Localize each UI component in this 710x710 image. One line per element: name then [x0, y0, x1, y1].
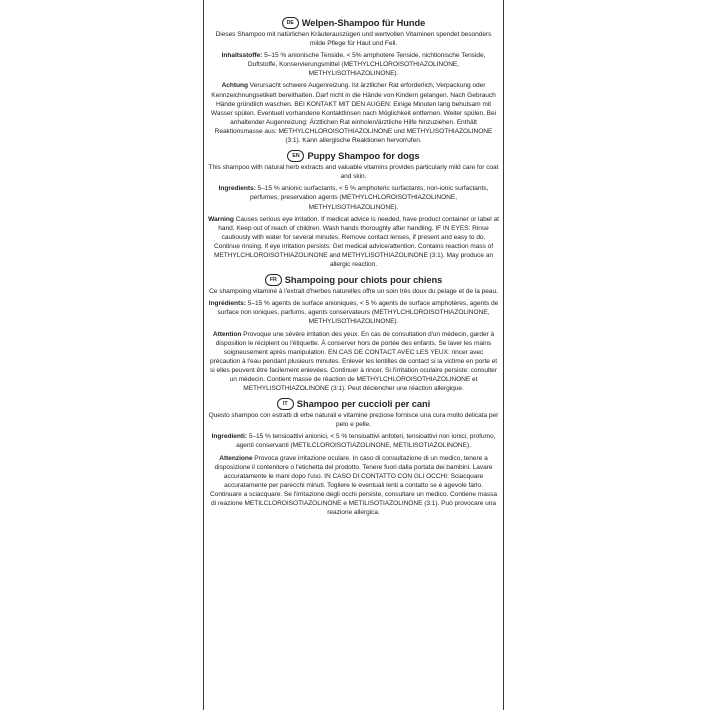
ingredients-label: Ingrédients:	[208, 300, 246, 308]
warning-value: Verursacht schwere Augenreizung. Ist ärztlicher Rat erforderlich, Verpackung oder Kennzeichnungsetikett bereithalten. Darf nicht in die Hände von Kindern gelangen. Nach Gebrauch Hände gründlich waschen. BEI KONTAKT MIT DEN AUGEN: Einige Minuten lang behutsam mit Wasser spülen. Eventuell vorhandene Kontaktlinsen nach Möglichkeit entfernen. Weiter spülen. Bei anhaltender Augenreizung: Ärztlichen Rat einholen/ärztliche Hilfe hinzuziehen. Enthält Reaktionsmasse aus: METHYLCHLOROISOTHIAZOLINONE und METHYLISOTHIAZOLINONE (3:1). Kann allergische Reaktionen hervorrufen.	[210, 82, 497, 145]
section-header	[208, 274, 499, 286]
section-header	[208, 398, 499, 410]
section-title: Welpen-Shampoo für Hunde	[301, 18, 426, 28]
warning-text	[208, 454, 499, 518]
section-header	[208, 150, 499, 162]
language-badge: DE	[282, 17, 299, 29]
intro-text: Questo shampoo con estratti di erbe naturali e vitamine preziose fornisce una cura molto delicata per pelo e pelle.	[208, 412, 499, 429]
ingredients-text	[208, 299, 499, 326]
section-title: Shampoing pour chiots pour chiens	[284, 275, 443, 286]
ingredients-label: Ingredienti:	[211, 433, 247, 441]
section-header	[208, 17, 499, 29]
ingredients-text	[208, 432, 499, 450]
ingredients-text	[208, 184, 499, 211]
language-badge: FR	[265, 274, 282, 286]
intro-text: Dieses Shampoo mit natürlichen Kräuterauszügen und wertvollen Vitaminen spendet besonders milde Pflege für Haut und Fell.	[215, 31, 492, 48]
ingredients-value: 5–15 % tensioattivi anionici, < 5 % tensioattivi anfoteri, tensioattivi non ionici, profumo, agenti conservanti (METILCLOROISOTIAZOLINONE, METILISOTIAZOLINONE).	[236, 433, 496, 450]
ingredients-label: Ingredients:	[218, 185, 256, 193]
warning-text	[208, 81, 499, 145]
warning-value: Causes serious eye irritation. If medical advice is needed, have product container or label at hand. Keep out of reach of children. Wash hands thoroughly after handling. IF IN EYES: Rinse cautiously with water for several minutes. Remove contact lenses, if present and easy to do. Continue rinsing. If eye irritation persists: Get medical advice/attention. Contains reaction mass of METHYLCHLOROISOTHIAZOLINONE and METHYLISOTHIAZOLINONE (3:1). May produce an allergic reaction.	[213, 215, 499, 269]
intro-text: This shampoo with natural herb extracts and valuable vitamins provides particularly mild care for coat and skin.	[208, 164, 499, 181]
warning-value: Provoca grave irritazione oculare. In caso di consultazione di un medico, tenere a disposizione il contenitore o l'etichetta del prodotto. Tenere fuori dalla portata dei bambini. Lavare accuratamente le mani dopo l'uso. IN CASO DI CONTATTO CON GLI OCCHI: Sciacquare accuratamente per parecchi minuti. Togliere le eventuali lenti a contatto se è agevole farlo. Continuare a sciacquare. Se l'irritazione degli occhi persiste, consultare un medico. Contiene massa di reazione METILCLOROISOTIAZOLINONE e METILISOTIAZOLINONE (3:1). Può provocare una reazione allergica.	[210, 454, 497, 517]
section-title: Puppy Shampoo for dogs	[307, 151, 420, 162]
warning-text	[208, 215, 499, 270]
ingredients-value: 5–15 % anionische Tenside, < 5% amphotere Tenside, nichtionische Tenside, Duftstoffe, Konservierungsmittel (METHYLCHLOROISOTHIAZOLINONE, METHYLISOTHIAZOLINONE).	[247, 52, 486, 78]
warning-label: Warning	[208, 215, 234, 223]
language-badge: IT	[277, 398, 294, 410]
section-title: Shampoo per cuccioli per cani	[296, 399, 431, 410]
product-label	[203, 0, 504, 710]
warning-label: Attention	[212, 330, 242, 338]
ingredients-label: Inhaltsstoffe:	[221, 52, 263, 60]
section-fr	[208, 274, 499, 393]
intro-text: Ce shampoing vitaminé à l'extrait d'herbes naturelles offre un soin très doux du pelage et de la peau.	[209, 288, 498, 296]
section-en	[208, 150, 499, 269]
section-de	[208, 17, 499, 145]
warning-text	[208, 330, 499, 394]
warning-label: Achtung	[221, 82, 248, 90]
ingredients-text	[208, 51, 499, 78]
ingredients-value: 5–15 % anionic surfactants, < 5 % amphoteric surfactants, non-ionic surfactants, perfumes, preservation agents (METHYLCHLOROISOTHIAZOLINONE, METHYLISOTHIAZOLINONE).	[249, 185, 489, 211]
language-badge: EN	[287, 150, 304, 162]
section-it	[208, 398, 499, 517]
warning-value: Provoque une sévère irritation des yeux. En cas de consultation d'un médecin, garder à disposition le récipient ou l'étiquette. À conserver hors de portée des enfants. Se laver les mains soigneusement après manipulation. EN CAS DE CONTACT AVEC LES YEUX: rincer avec précaution à l'eau pendant plusieurs minutes. Enlever les lentilles de contact si la victime en porte et si elles peuvent être facilement enlevées. Continuer à rincer. Si l'irritation oculaire persiste: consulter un médecin. Contient masse de réaction de METHYLCHLOROISOTHIAZOLINONE et METHYLISOTHIAZOLINONE (3:1). Peut déclencher une réaction allergique.	[209, 330, 498, 393]
ingredients-value: 5–15 % agents de surface anioniques, < 5 % agents de surface amphotères, agents de surface non ioniques, parfums, agents conservateurs (METHYLCHLOROISOTHIAZOLINONE, METHYLISOTHIAZOLINONE).	[217, 300, 499, 326]
warning-label: Attenzione	[219, 454, 253, 462]
